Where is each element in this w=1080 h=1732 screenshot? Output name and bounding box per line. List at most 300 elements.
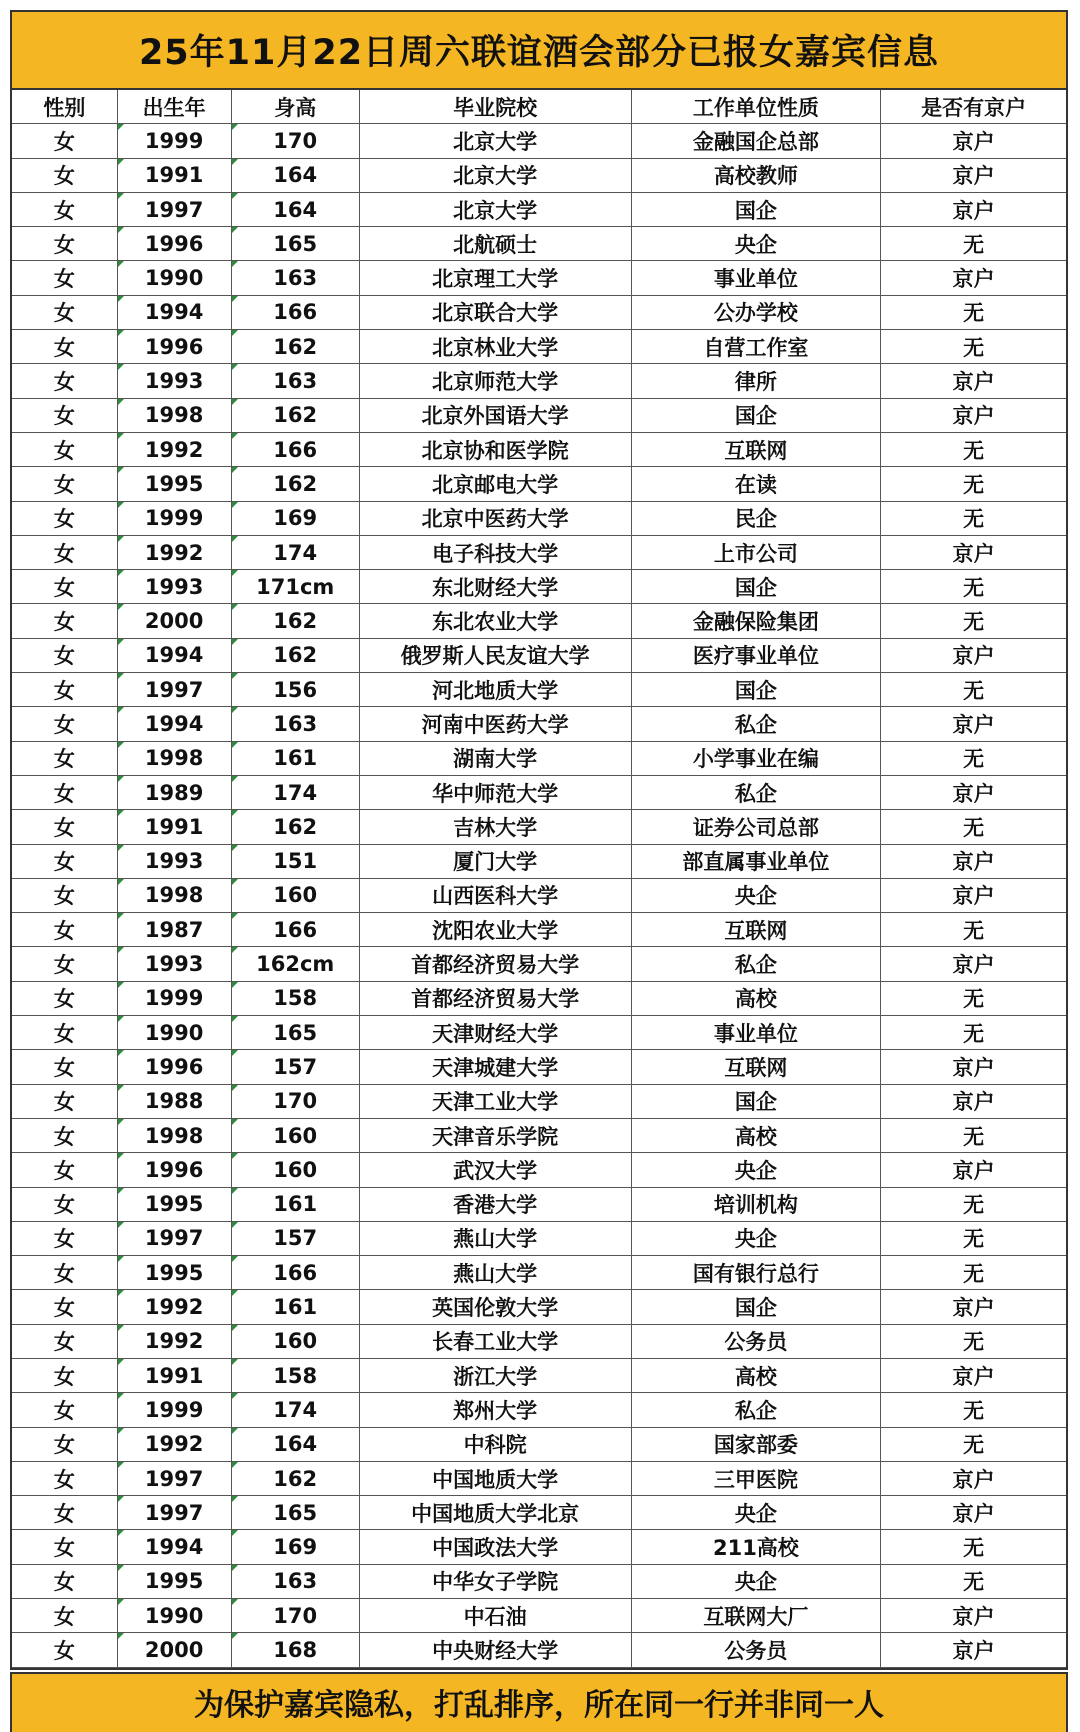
- cell-gender: 女: [12, 467, 117, 501]
- cell-employer-type: 律所: [631, 364, 881, 398]
- cell-height: 157: [231, 1221, 359, 1255]
- cell-beijing-hukou: 无: [881, 1427, 1066, 1461]
- cell-employer-type: 211高校: [631, 1530, 881, 1564]
- cell-gender: 女: [12, 192, 117, 226]
- cell-beijing-hukou: 无: [881, 981, 1066, 1015]
- table-row: [12, 467, 1066, 501]
- table-row: [12, 1050, 1066, 1084]
- table-row: [12, 1599, 1066, 1633]
- cell-beijing-hukou: 无: [881, 604, 1066, 638]
- cell-height: 164: [231, 192, 359, 226]
- cell-school: 沈阳农业大学: [359, 913, 631, 947]
- cell-gender: 女: [12, 1461, 117, 1495]
- cell-height: 170: [231, 1084, 359, 1118]
- cell-gender: 女: [12, 1118, 117, 1152]
- cell-height: 170: [231, 1599, 359, 1633]
- cell-beijing-hukou: 京户: [881, 364, 1066, 398]
- table-row: [12, 1393, 1066, 1427]
- cell-employer-type: 公务员: [631, 1324, 881, 1358]
- cell-birth-year: 1992: [117, 535, 231, 569]
- table-row: [12, 158, 1066, 192]
- cell-employer-type: 国企: [631, 673, 881, 707]
- cell-gender: 女: [12, 1153, 117, 1187]
- cell-beijing-hukou: 京户: [881, 124, 1066, 158]
- cell-school: 北京外国语大学: [359, 398, 631, 432]
- cell-gender: 女: [12, 913, 117, 947]
- table-row: [12, 227, 1066, 261]
- table-row: [12, 1153, 1066, 1187]
- cell-school: 中国地质大学北京: [359, 1496, 631, 1530]
- cell-birth-year: 1996: [117, 227, 231, 261]
- cell-employer-type: 金融国企总部: [631, 124, 881, 158]
- cell-school: 河北地质大学: [359, 673, 631, 707]
- cell-school: 山西医科大学: [359, 878, 631, 912]
- cell-beijing-hukou: 无: [881, 467, 1066, 501]
- cell-gender: 女: [12, 1221, 117, 1255]
- cell-employer-type: 国企: [631, 192, 881, 226]
- cell-school: 吉林大学: [359, 810, 631, 844]
- cell-birth-year: 2000: [117, 1633, 231, 1667]
- cell-beijing-hukou: 无: [881, 1016, 1066, 1050]
- cell-beijing-hukou: 京户: [881, 1153, 1066, 1187]
- cell-employer-type: 证券公司总部: [631, 810, 881, 844]
- table-row: [12, 878, 1066, 912]
- cell-employer-type: 互联网大厂: [631, 1599, 881, 1633]
- table-row: [12, 501, 1066, 535]
- cell-birth-year: 1995: [117, 467, 231, 501]
- cell-employer-type: 国企: [631, 398, 881, 432]
- cell-employer-type: 国企: [631, 570, 881, 604]
- cell-employer-type: 高校教师: [631, 158, 881, 192]
- table-row: [12, 1084, 1066, 1118]
- table-row: [12, 673, 1066, 707]
- cell-employer-type: 国企: [631, 1084, 881, 1118]
- cell-school: 首都经济贸易大学: [359, 947, 631, 981]
- cell-birth-year: 1989: [117, 775, 231, 809]
- cell-employer-type: 三甲医院: [631, 1461, 881, 1495]
- table-row: [12, 1461, 1066, 1495]
- cell-beijing-hukou: 京户: [881, 1599, 1066, 1633]
- cell-height: 160: [231, 1324, 359, 1358]
- header-employer-type: 工作单位性质: [631, 90, 881, 124]
- cell-school: 中央财经大学: [359, 1633, 631, 1667]
- cell-birth-year: 1991: [117, 1358, 231, 1392]
- cell-height: 174: [231, 1393, 359, 1427]
- cell-employer-type: 高校: [631, 1118, 881, 1152]
- cell-school: 湖南大学: [359, 741, 631, 775]
- cell-beijing-hukou: 无: [881, 295, 1066, 329]
- cell-gender: 女: [12, 1256, 117, 1290]
- table-row: [12, 261, 1066, 295]
- cell-height: 158: [231, 1358, 359, 1392]
- table-row: [12, 707, 1066, 741]
- table-row: [12, 775, 1066, 809]
- cell-birth-year: 1998: [117, 878, 231, 912]
- cell-beijing-hukou: 京户: [881, 638, 1066, 672]
- cell-employer-type: 私企: [631, 1393, 881, 1427]
- cell-beijing-hukou: 京户: [881, 261, 1066, 295]
- cell-beijing-hukou: 京户: [881, 775, 1066, 809]
- cell-employer-type: 公办学校: [631, 295, 881, 329]
- cell-employer-type: 互联网: [631, 913, 881, 947]
- cell-employer-type: 培训机构: [631, 1187, 881, 1221]
- cell-employer-type: 央企: [631, 227, 881, 261]
- cell-school: 武汉大学: [359, 1153, 631, 1187]
- cell-birth-year: 1997: [117, 1461, 231, 1495]
- cell-beijing-hukou: 京户: [881, 158, 1066, 192]
- cell-birth-year: 1991: [117, 158, 231, 192]
- cell-school: 中石油: [359, 1599, 631, 1633]
- cell-employer-type: 事业单位: [631, 261, 881, 295]
- cell-employer-type: 私企: [631, 707, 881, 741]
- cell-gender: 女: [12, 604, 117, 638]
- cell-beijing-hukou: 京户: [881, 398, 1066, 432]
- cell-birth-year: 1999: [117, 501, 231, 535]
- cell-beijing-hukou: 京户: [881, 844, 1066, 878]
- cell-birth-year: 1996: [117, 330, 231, 364]
- table-row: [12, 192, 1066, 226]
- cell-school: 中国地质大学: [359, 1461, 631, 1495]
- cell-birth-year: 1992: [117, 1290, 231, 1324]
- cell-school: 天津工业大学: [359, 1084, 631, 1118]
- cell-school: 浙江大学: [359, 1358, 631, 1392]
- cell-school: 东北财经大学: [359, 570, 631, 604]
- cell-birth-year: 1995: [117, 1187, 231, 1221]
- cell-beijing-hukou: 无: [881, 227, 1066, 261]
- table-row: [12, 1221, 1066, 1255]
- cell-employer-type: 央企: [631, 1153, 881, 1187]
- cell-beijing-hukou: 无: [881, 913, 1066, 947]
- cell-employer-type: 央企: [631, 1221, 881, 1255]
- cell-height: 166: [231, 1256, 359, 1290]
- cell-height: 164: [231, 1427, 359, 1461]
- cell-birth-year: 1993: [117, 947, 231, 981]
- cell-birth-year: 1990: [117, 1016, 231, 1050]
- privacy-note: 为保护嘉宾隐私，打乱排序，所在同一行并非同一人: [10, 1672, 1068, 1732]
- cell-beijing-hukou: 京户: [881, 1358, 1066, 1392]
- cell-school: 河南中医药大学: [359, 707, 631, 741]
- cell-gender: 女: [12, 1290, 117, 1324]
- cell-beijing-hukou: 无: [881, 673, 1066, 707]
- cell-employer-type: 部直属事业单位: [631, 844, 881, 878]
- cell-birth-year: 1996: [117, 1153, 231, 1187]
- cell-gender: 女: [12, 981, 117, 1015]
- cell-gender: 女: [12, 1187, 117, 1221]
- cell-gender: 女: [12, 1496, 117, 1530]
- cell-school: 电子科技大学: [359, 535, 631, 569]
- cell-birth-year: 1997: [117, 673, 231, 707]
- cell-height: 162: [231, 467, 359, 501]
- table-row: [12, 570, 1066, 604]
- cell-school: 燕山大学: [359, 1221, 631, 1255]
- table-row: [12, 535, 1066, 569]
- cell-gender: 女: [12, 1633, 117, 1667]
- cell-gender: 女: [12, 1324, 117, 1358]
- header-gender: 性别: [12, 90, 117, 124]
- cell-height: 166: [231, 913, 359, 947]
- cell-school: 北京理工大学: [359, 261, 631, 295]
- cell-gender: 女: [12, 844, 117, 878]
- cell-gender: 女: [12, 124, 117, 158]
- header-beijing-hukou: 是否有京户: [881, 90, 1066, 124]
- cell-height: 162: [231, 604, 359, 638]
- table-row: [12, 1290, 1066, 1324]
- cell-employer-type: 小学事业在编: [631, 741, 881, 775]
- cell-beijing-hukou: 无: [881, 1118, 1066, 1152]
- cell-height: 169: [231, 1530, 359, 1564]
- cell-school: 中华女子学院: [359, 1564, 631, 1598]
- cell-gender: 女: [12, 947, 117, 981]
- cell-beijing-hukou: 京户: [881, 947, 1066, 981]
- cell-height: 171cm: [231, 570, 359, 604]
- cell-school: 长春工业大学: [359, 1324, 631, 1358]
- cell-gender: 女: [12, 1427, 117, 1461]
- cell-birth-year: 1994: [117, 638, 231, 672]
- table-row: [12, 1564, 1066, 1598]
- table-row: [12, 741, 1066, 775]
- cell-gender: 女: [12, 398, 117, 432]
- cell-height: 160: [231, 1118, 359, 1152]
- cell-school: 北京大学: [359, 192, 631, 226]
- cell-employer-type: 私企: [631, 775, 881, 809]
- cell-height: 170: [231, 124, 359, 158]
- table-row: [12, 947, 1066, 981]
- cell-height: 161: [231, 1290, 359, 1324]
- cell-birth-year: 1998: [117, 398, 231, 432]
- cell-height: 162: [231, 398, 359, 432]
- cell-beijing-hukou: 无: [881, 1256, 1066, 1290]
- cell-school: 北京邮电大学: [359, 467, 631, 501]
- guest-table: [12, 90, 1066, 1668]
- cell-beijing-hukou: 无: [881, 1324, 1066, 1358]
- table-row: [12, 295, 1066, 329]
- table-row: [12, 981, 1066, 1015]
- cell-gender: 女: [12, 261, 117, 295]
- cell-height: 174: [231, 775, 359, 809]
- cell-birth-year: 1994: [117, 1530, 231, 1564]
- table-row: [12, 1256, 1066, 1290]
- cell-birth-year: 1999: [117, 124, 231, 158]
- cell-height: 163: [231, 707, 359, 741]
- cell-school: 中科院: [359, 1427, 631, 1461]
- table-header-row: [12, 90, 1066, 124]
- cell-school: 北京联合大学: [359, 295, 631, 329]
- cell-school: 北航硕士: [359, 227, 631, 261]
- guest-info-sheet: [10, 10, 1068, 1670]
- cell-employer-type: 央企: [631, 1564, 881, 1598]
- cell-gender: 女: [12, 570, 117, 604]
- cell-employer-type: 央企: [631, 878, 881, 912]
- cell-school: 北京协和医学院: [359, 432, 631, 466]
- cell-employer-type: 民企: [631, 501, 881, 535]
- cell-employer-type: 金融保险集团: [631, 604, 881, 638]
- cell-birth-year: 1995: [117, 1256, 231, 1290]
- cell-employer-type: 事业单位: [631, 1016, 881, 1050]
- cell-gender: 女: [12, 638, 117, 672]
- cell-gender: 女: [12, 1564, 117, 1598]
- header-birth-year: 出生年: [117, 90, 231, 124]
- table-row: [12, 1016, 1066, 1050]
- table-row: [12, 364, 1066, 398]
- cell-gender: 女: [12, 810, 117, 844]
- cell-height: 160: [231, 878, 359, 912]
- table-row: [12, 432, 1066, 466]
- cell-height: 161: [231, 741, 359, 775]
- cell-height: 156: [231, 673, 359, 707]
- cell-birth-year: 1999: [117, 981, 231, 1015]
- cell-gender: 女: [12, 707, 117, 741]
- cell-birth-year: 1994: [117, 707, 231, 741]
- cell-beijing-hukou: 京户: [881, 1461, 1066, 1495]
- cell-birth-year: 1992: [117, 1324, 231, 1358]
- cell-height: 157: [231, 1050, 359, 1084]
- cell-employer-type: 私企: [631, 947, 881, 981]
- cell-birth-year: 1987: [117, 913, 231, 947]
- cell-height: 165: [231, 227, 359, 261]
- cell-school: 华中师范大学: [359, 775, 631, 809]
- cell-beijing-hukou: 京户: [881, 707, 1066, 741]
- cell-height: 168: [231, 1633, 359, 1667]
- cell-birth-year: 1993: [117, 844, 231, 878]
- cell-birth-year: 1997: [117, 1221, 231, 1255]
- cell-beijing-hukou: 无: [881, 1187, 1066, 1221]
- cell-height: 162: [231, 1461, 359, 1495]
- cell-height: 165: [231, 1496, 359, 1530]
- cell-gender: 女: [12, 775, 117, 809]
- cell-birth-year: 1998: [117, 741, 231, 775]
- cell-height: 164: [231, 158, 359, 192]
- cell-birth-year: 1990: [117, 261, 231, 295]
- cell-school: 香港大学: [359, 1187, 631, 1221]
- cell-birth-year: 1993: [117, 570, 231, 604]
- cell-gender: 女: [12, 1393, 117, 1427]
- cell-gender: 女: [12, 1599, 117, 1633]
- table-row: [12, 1427, 1066, 1461]
- cell-gender: 女: [12, 1050, 117, 1084]
- table-row: [12, 810, 1066, 844]
- cell-gender: 女: [12, 741, 117, 775]
- cell-employer-type: 公务员: [631, 1633, 881, 1667]
- table-row: [12, 638, 1066, 672]
- cell-beijing-hukou: 无: [881, 1564, 1066, 1598]
- cell-school: 首都经济贸易大学: [359, 981, 631, 1015]
- cell-school: 天津财经大学: [359, 1016, 631, 1050]
- cell-school: 北京大学: [359, 124, 631, 158]
- cell-school: 郑州大学: [359, 1393, 631, 1427]
- cell-school: 厦门大学: [359, 844, 631, 878]
- table-row: [12, 1633, 1066, 1667]
- cell-birth-year: 1999: [117, 1393, 231, 1427]
- cell-employer-type: 互联网: [631, 1050, 881, 1084]
- cell-school: 北京大学: [359, 158, 631, 192]
- cell-birth-year: 1992: [117, 432, 231, 466]
- header-school: 毕业院校: [359, 90, 631, 124]
- cell-birth-year: 1994: [117, 295, 231, 329]
- cell-beijing-hukou: 京户: [881, 878, 1066, 912]
- table-row: [12, 398, 1066, 432]
- cell-gender: 女: [12, 1358, 117, 1392]
- cell-height: 169: [231, 501, 359, 535]
- cell-birth-year: 1993: [117, 364, 231, 398]
- cell-employer-type: 上市公司: [631, 535, 881, 569]
- table-row: [12, 844, 1066, 878]
- cell-employer-type: 医疗事业单位: [631, 638, 881, 672]
- cell-beijing-hukou: 京户: [881, 1633, 1066, 1667]
- cell-birth-year: 1988: [117, 1084, 231, 1118]
- cell-birth-year: 1998: [117, 1118, 231, 1152]
- cell-height: 165: [231, 1016, 359, 1050]
- cell-school: 东北农业大学: [359, 604, 631, 638]
- cell-gender: 女: [12, 535, 117, 569]
- cell-beijing-hukou: 无: [881, 1221, 1066, 1255]
- cell-birth-year: 1992: [117, 1427, 231, 1461]
- cell-beijing-hukou: 京户: [881, 1496, 1066, 1530]
- table-row: [12, 1187, 1066, 1221]
- sheet-title: 25年11月22日周六联谊酒会部分已报女嘉宾信息: [12, 12, 1066, 90]
- cell-beijing-hukou: 京户: [881, 1290, 1066, 1324]
- cell-birth-year: 1991: [117, 810, 231, 844]
- cell-height: 162: [231, 810, 359, 844]
- cell-employer-type: 国企: [631, 1290, 881, 1324]
- header-height: 身高: [231, 90, 359, 124]
- cell-beijing-hukou: 京户: [881, 1084, 1066, 1118]
- cell-beijing-hukou: 京户: [881, 192, 1066, 226]
- cell-gender: 女: [12, 158, 117, 192]
- cell-gender: 女: [12, 673, 117, 707]
- table-row: [12, 1496, 1066, 1530]
- table-row: [12, 1358, 1066, 1392]
- cell-beijing-hukou: 京户: [881, 1050, 1066, 1084]
- cell-employer-type: 国家部委: [631, 1427, 881, 1461]
- cell-gender: 女: [12, 330, 117, 364]
- cell-beijing-hukou: 无: [881, 432, 1066, 466]
- cell-gender: 女: [12, 295, 117, 329]
- table-row: [12, 124, 1066, 158]
- table-row: [12, 330, 1066, 364]
- cell-school: 北京林业大学: [359, 330, 631, 364]
- cell-employer-type: 自营工作室: [631, 330, 881, 364]
- table-row: [12, 604, 1066, 638]
- cell-employer-type: 高校: [631, 1358, 881, 1392]
- cell-beijing-hukou: 无: [881, 501, 1066, 535]
- cell-employer-type: 国有银行总行: [631, 1256, 881, 1290]
- cell-gender: 女: [12, 878, 117, 912]
- cell-birth-year: 1997: [117, 192, 231, 226]
- cell-gender: 女: [12, 227, 117, 261]
- cell-beijing-hukou: 京户: [881, 535, 1066, 569]
- cell-height: 160: [231, 1153, 359, 1187]
- cell-employer-type: 在读: [631, 467, 881, 501]
- cell-school: 俄罗斯人民友谊大学: [359, 638, 631, 672]
- cell-height: 161: [231, 1187, 359, 1221]
- table-row: [12, 1324, 1066, 1358]
- cell-birth-year: 1995: [117, 1564, 231, 1598]
- cell-gender: 女: [12, 1084, 117, 1118]
- cell-height: 166: [231, 432, 359, 466]
- table-row: [12, 1530, 1066, 1564]
- cell-height: 162cm: [231, 947, 359, 981]
- cell-school: 北京中医药大学: [359, 501, 631, 535]
- cell-school: 天津城建大学: [359, 1050, 631, 1084]
- cell-height: 174: [231, 535, 359, 569]
- cell-beijing-hukou: 无: [881, 741, 1066, 775]
- cell-beijing-hukou: 无: [881, 1530, 1066, 1564]
- cell-gender: 女: [12, 501, 117, 535]
- cell-beijing-hukou: 无: [881, 810, 1066, 844]
- cell-gender: 女: [12, 1016, 117, 1050]
- table-body: [12, 124, 1066, 1667]
- cell-beijing-hukou: 无: [881, 570, 1066, 604]
